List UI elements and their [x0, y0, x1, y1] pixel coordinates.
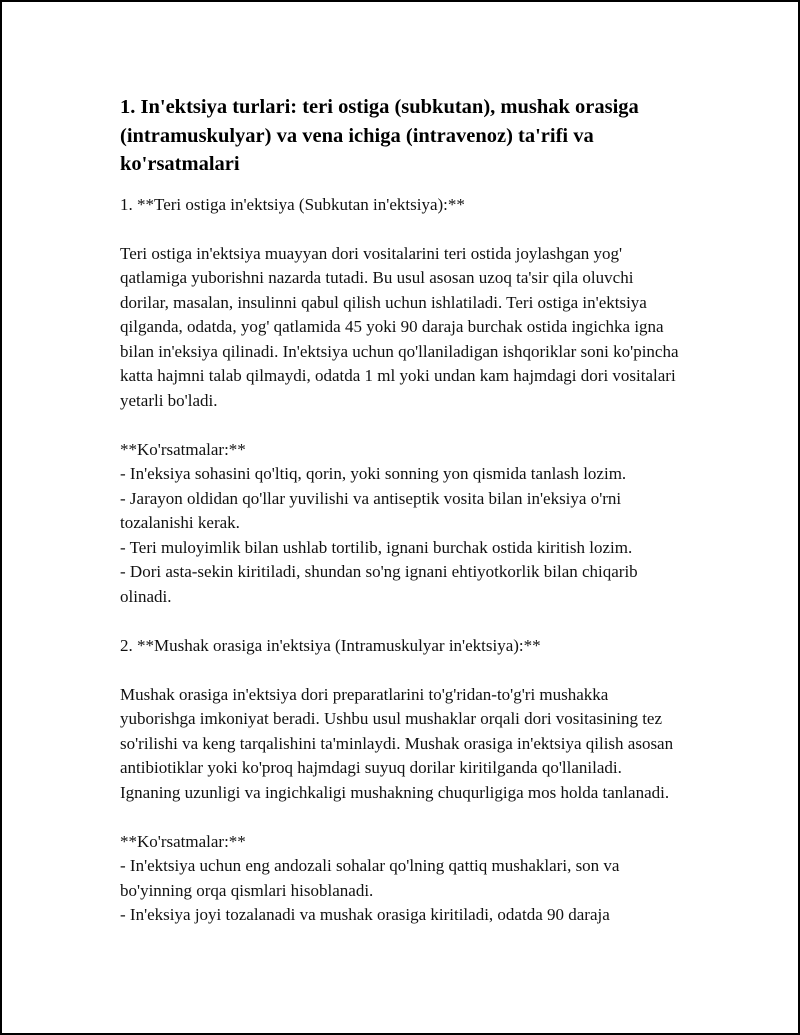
section2-indication-item: - In'ektsiya uchun eng andozali sohalar qo'lning qattiq mushaklari, son va bo'yinning orqa qismlari hisoblanadi.	[120, 856, 620, 900]
spacer	[120, 609, 680, 634]
section1-indication-item: - Dori asta-sekin kiritiladi, shundan so'ng ignani ehtiyotkorlik bilan chiqarib olinadi.	[120, 562, 638, 606]
document-body	[120, 193, 680, 928]
section2-paragraph: Mushak orasiga in'ektsiya dori preparatlarini to'g'ridan-to'g'ri mushakka yuborishga imkoniyat beradi. Ushbu usul mushaklar orqali dori vositasining tez so'rilishi va keng tarqalishini ta'minlaydi. Mushak orasiga in'ektsiya qilish asosan antibiotiklar yoki ko'proq hajmdagi suyuq dorilar kiritilganda qo'llaniladi. Ignaning uzunligi va ingichkaligi mushakning chuqurligiga mos holda tanlanadi.	[120, 684, 674, 802]
section1-heading: 1. **Teri ostiga in'ektsiya (Subkutan in'ektsiya):**	[120, 194, 465, 214]
spacer	[120, 413, 680, 438]
spacer	[120, 217, 680, 242]
spacer	[120, 805, 680, 830]
section1-indication-item: - Jarayon oldidan qo'llar yuvilishi va antiseptik vosita bilan in'eksiya o'rni tozalanishi kerak.	[120, 488, 622, 532]
section1-indications-label: **Ko'rsatmalar:**	[120, 439, 246, 459]
document-title: 1. In'ektsiya turlari: teri ostiga (subkutan), mushak orasiga (intramuskulyar) va vena ichiga (intravenoz) ta'rifi va ko'rsatmalari	[120, 96, 639, 175]
spacer	[120, 658, 680, 683]
section1-indication-item: - In'eksiya sohasini qo'ltiq, qorin, yoki sonning yon qismida tanlash lozim.	[120, 464, 627, 483]
section2-heading: 2. **Mushak orasiga in'ektsiya (Intramuskulyar in'ektsiya):**	[120, 635, 541, 655]
section1-indication-item: - Teri muloyimlik bilan ushlab tortilib, ignani burchak ostida kiritish lozim.	[120, 537, 633, 557]
section2-indication-item: - In'eksiya joyi tozalanadi va mushak orasiga kiritiladi, odatda 90 daraja	[120, 905, 610, 924]
section2-indications-label: **Ko'rsatmalar:**	[120, 831, 246, 851]
section1-paragraph: Teri ostiga in'ektsiya muayyan dori vositalarini teri ostida joylashgan yog' qatlamiga yuborishni nazarda tutadi. Bu usul asosan uzoq ta'sir qila oluvchi dorilar, masalan, insulinni qabul qilish uchun ishlatiladi. Teri ostiga in'ektsiya qilganda, odatda, yog' qatlamida 45 yoki 90 daraja burchak ostida ingichka igna bilan in'eksiya qilinadi. In'ektsiya uchun qo'llaniladigan ishqoriklar soni ko'pincha katta hajmni talab qilmaydi, odatda 1 ml yoki undan kam hajmdagi dori vositalari yetarli bo'ladi.	[120, 243, 679, 410]
